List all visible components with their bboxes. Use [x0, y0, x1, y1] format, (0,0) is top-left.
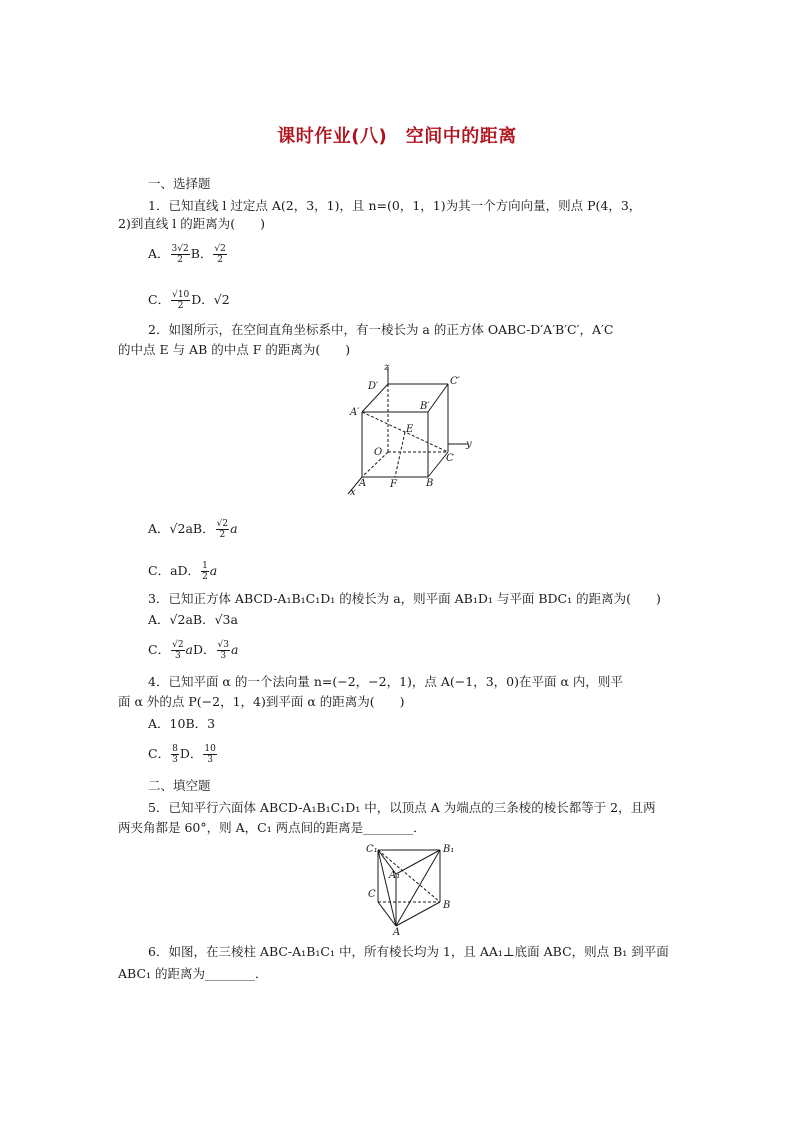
label-b-prime: B′	[420, 401, 430, 412]
question-6-text: 6．如图，在三棱柱 ABC-A₁B₁C₁ 中，所有棱长均为 1，且 AA₁⊥底面 ABC，则点 B₁ 到平面	[148, 944, 669, 959]
label-b1: B₁	[443, 844, 455, 855]
option-b-label: B．3	[185, 716, 216, 731]
label-f: F	[390, 479, 397, 490]
question-2-options-cd	[148, 561, 217, 582]
option-c-label: C．	[148, 746, 171, 761]
label-e: E	[406, 424, 414, 435]
option-b-fraction: $\frac{√2}{2}$	[216, 519, 229, 540]
question-2-text-cont: 的中点 E 与 AB 的中点 F 的距离为( )	[118, 342, 351, 357]
question-4-options-ab	[148, 716, 215, 732]
question-3-options-ab	[148, 612, 238, 628]
option-c-label: C．	[148, 642, 171, 657]
question-5-text: 5．已知平行六面体 ABCD-A₁B₁C₁D₁ 中，以顶点 A 为端点的三条棱的棱长都等于 2，且两	[148, 800, 656, 815]
option-d-label: D．√2	[191, 292, 230, 307]
label-c: C	[446, 453, 454, 464]
question-4-text: 4．已知平面 α 的一个法向量 n=(−2，−2，1)，点 A(−1，3，0)在平面 α 内，则平	[148, 674, 623, 689]
question-1-text-cont: 2)到直线 l 的距离为( )	[118, 216, 266, 231]
option-b-label: B．√3a	[192, 612, 238, 627]
question-1-options-ab	[148, 244, 228, 265]
label-d-prime: D′	[368, 381, 379, 392]
option-b-label: B．	[190, 246, 213, 261]
label-a: A	[359, 478, 367, 489]
question-4-text-cont: 面 α 外的点 P(−2，1，4)到平面 α 的距离为( )	[118, 694, 405, 709]
label-c: C	[368, 889, 376, 900]
label-y: y	[466, 439, 472, 450]
option-c-fraction: $\frac{√2}{3}$	[172, 640, 184, 661]
option-a-label: A．	[148, 246, 170, 261]
option-b-label: B．	[192, 521, 215, 536]
cube-diagram	[340, 362, 490, 502]
option-c-tail: a	[185, 642, 193, 657]
option-d-label: D．	[193, 642, 216, 657]
label-b: B	[443, 900, 451, 911]
label-c1: C₁	[366, 844, 378, 855]
option-b-fraction: $\frac{√2}{2}$	[214, 244, 226, 265]
label-x: x	[350, 487, 356, 498]
option-a-label: A．10	[148, 716, 186, 731]
option-d-label: D．	[177, 563, 201, 578]
option-d-label: D．	[179, 746, 203, 761]
question-1-options-cd	[148, 290, 230, 311]
option-c-label: C．	[148, 292, 171, 307]
question-2-options-ab	[148, 519, 238, 540]
label-a1: A₁	[389, 870, 401, 881]
label-a-prime: A′	[350, 407, 360, 418]
prism-figure	[362, 842, 462, 936]
label-a: A	[393, 927, 401, 936]
option-d-fraction: $\frac{1}{2}$	[202, 561, 208, 582]
section-heading-fill: 二、填空题	[148, 778, 211, 793]
page-title: 课时作业(八) 空间中的距离	[277, 126, 517, 147]
option-a-label: A．√2a	[148, 521, 193, 536]
option-d-fraction: $\frac{√3}{3}$	[217, 640, 229, 661]
label-c-prime: C′	[450, 376, 460, 387]
prism-diagram	[362, 842, 462, 936]
option-a-label: A．√2a	[148, 612, 193, 627]
question-3-text: 3．已知正方体 ABCD-A₁B₁C₁D₁ 的棱长为 a，则平面 AB₁D₁ 与平面 BDC₁ 的距离为( )	[148, 591, 661, 606]
option-d-tail: a	[209, 563, 218, 578]
label-o: O	[374, 447, 383, 458]
question-2-text: 2．如图所示，在空间直角坐标系中，有一棱长为 a 的正方体 OABC-D′A′B′C′，A′C	[148, 322, 614, 337]
cube-figure	[340, 362, 490, 502]
section-heading-choice: 一、选择题	[148, 176, 211, 191]
option-b-tail: a	[230, 521, 238, 536]
option-c-fraction: $\frac{8}{3}$	[172, 744, 178, 765]
option-d-fraction: $\frac{10}{3}$	[204, 744, 216, 765]
question-3-options-cd	[148, 640, 238, 661]
option-c-label: C．a	[148, 563, 178, 578]
option-d-tail: a	[231, 642, 239, 657]
question-5-text-cont: 两夹角都是 60°，则 A，C₁ 两点间的距离是________．	[118, 820, 426, 835]
question-4-options-cd	[148, 744, 218, 765]
option-c-fraction: $\frac{√10}{2}$	[172, 290, 190, 311]
option-a-fraction: $\frac{3√2}{2}$	[171, 244, 189, 265]
label-b: B	[426, 478, 434, 489]
label-z: z	[384, 362, 390, 373]
question-6-text-cont: ABC₁ 的距离为________．	[118, 966, 268, 981]
question-1-text: 1．已知直线 l 过定点 A(2，3，1)，且 n=(0，1，1)为其一个方向向量，则点 P(4，3，	[148, 198, 642, 213]
